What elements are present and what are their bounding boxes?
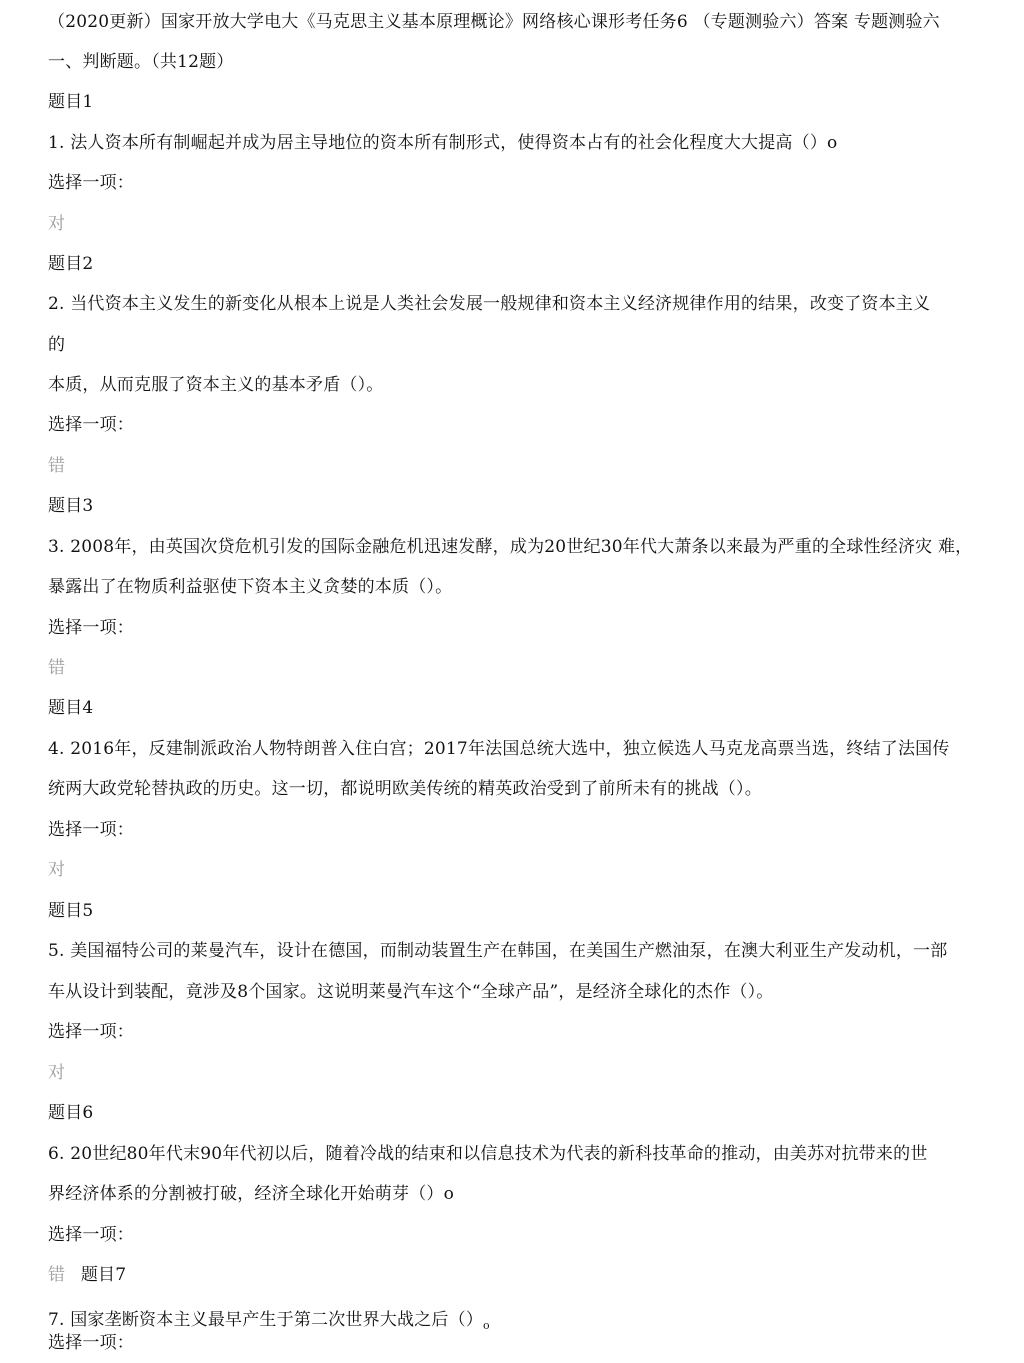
question-heading: 题目3: [48, 496, 94, 516]
question-text: 本质，从而克服了资本主义的基本矛盾（）。: [48, 375, 384, 395]
question-text: 4. 2016年，反建制派政治人物特朗普入住白宫；2017年法国总统大选中，独立候选人马克龙高票当选，终结了法国传: [48, 739, 950, 759]
question-heading: 题目7: [80, 1265, 127, 1285]
question-text: 界经济体系的分割被打破，经济全球化开始萌芽（）o: [48, 1184, 455, 1204]
question-text: 1. 法人资本所有制崛起并成为居主导地位的资本所有制形式，使得资本占有的社会化程度大大提高（）o: [48, 133, 838, 153]
document-title: （2020更新）国家开放大学电大《马克思主义基本原理概论》网络核心课形考任务6 （专题测验六）答案 专题测验六: [48, 12, 940, 32]
question-heading: 题目1: [48, 92, 94, 112]
answer-option[interactable]: 错: [48, 658, 66, 678]
answer-option[interactable]: 错: [48, 1265, 66, 1285]
question-text: 的: [48, 335, 66, 355]
choice-prompt: 选择一项：: [48, 1333, 134, 1353]
question-heading: 题目4: [48, 698, 94, 718]
choice-prompt: 选择一项：: [48, 415, 134, 435]
question-text: 统两大政党轮替执政的历史。这一切，都说明欧美传统的精英政治受到了前所未有的挑战（）。: [48, 779, 762, 799]
answer-option[interactable]: 对: [48, 1063, 66, 1083]
question-text: 车从设计到装配，竟涉及8个国家。这说明莱曼汽车这个“全球产品”，是经济全球化的杰作（）。: [48, 982, 774, 1002]
answer-option[interactable]: 对: [48, 860, 66, 880]
choice-prompt: 选择一项：: [48, 618, 134, 638]
question-text: 暴露出了在物质利益驱使下资本主义贪婪的本质（）。: [48, 577, 453, 597]
choice-prompt: 选择一项：: [48, 1022, 134, 1042]
question-text: 3. 2008年，由英国次贷危机引发的国际金融危机迅速发酵，成为20世纪30年代大萧条以来最为严重的全球性经济灾 难，: [48, 537, 973, 557]
question-text: 5. 美国福特公司的莱曼汽车，设计在德国，而制动装置生产在韩国，在美国生产燃油泵，在澳大利亚生产发动机，一部: [48, 941, 948, 961]
question-text: 6. 20世纪80年代末90年代初以后，随着冷战的结束和以信息技术为代表的新科技革命的推动，由美苏对抗带来的世: [48, 1144, 928, 1164]
section-heading: 一、判断题。（共12题）: [48, 52, 234, 72]
answer-and-next-heading: [48, 1263, 126, 1287]
question-heading: 题目2: [48, 254, 94, 274]
answer-option[interactable]: 错: [48, 456, 66, 476]
question-heading: 题目5: [48, 901, 94, 921]
question-text: 2. 当代资本主义发生的新变化从根本上说是人类社会发展一般规律和资本主义经济规律作用的结果，改变了资本主义: [48, 294, 931, 314]
question-heading: 题目6: [48, 1103, 94, 1123]
question-text-tail: o: [483, 1319, 490, 1332]
choice-prompt: 选择一项：: [48, 1225, 134, 1245]
choice-prompt: 选择一项：: [48, 820, 134, 840]
question-text-main: 7. 国家垄断资本主义最早产生于第二次世界大战之后（）: [48, 1310, 484, 1330]
answer-option[interactable]: 对: [48, 214, 66, 234]
choice-prompt: 选择一项：: [48, 173, 134, 193]
